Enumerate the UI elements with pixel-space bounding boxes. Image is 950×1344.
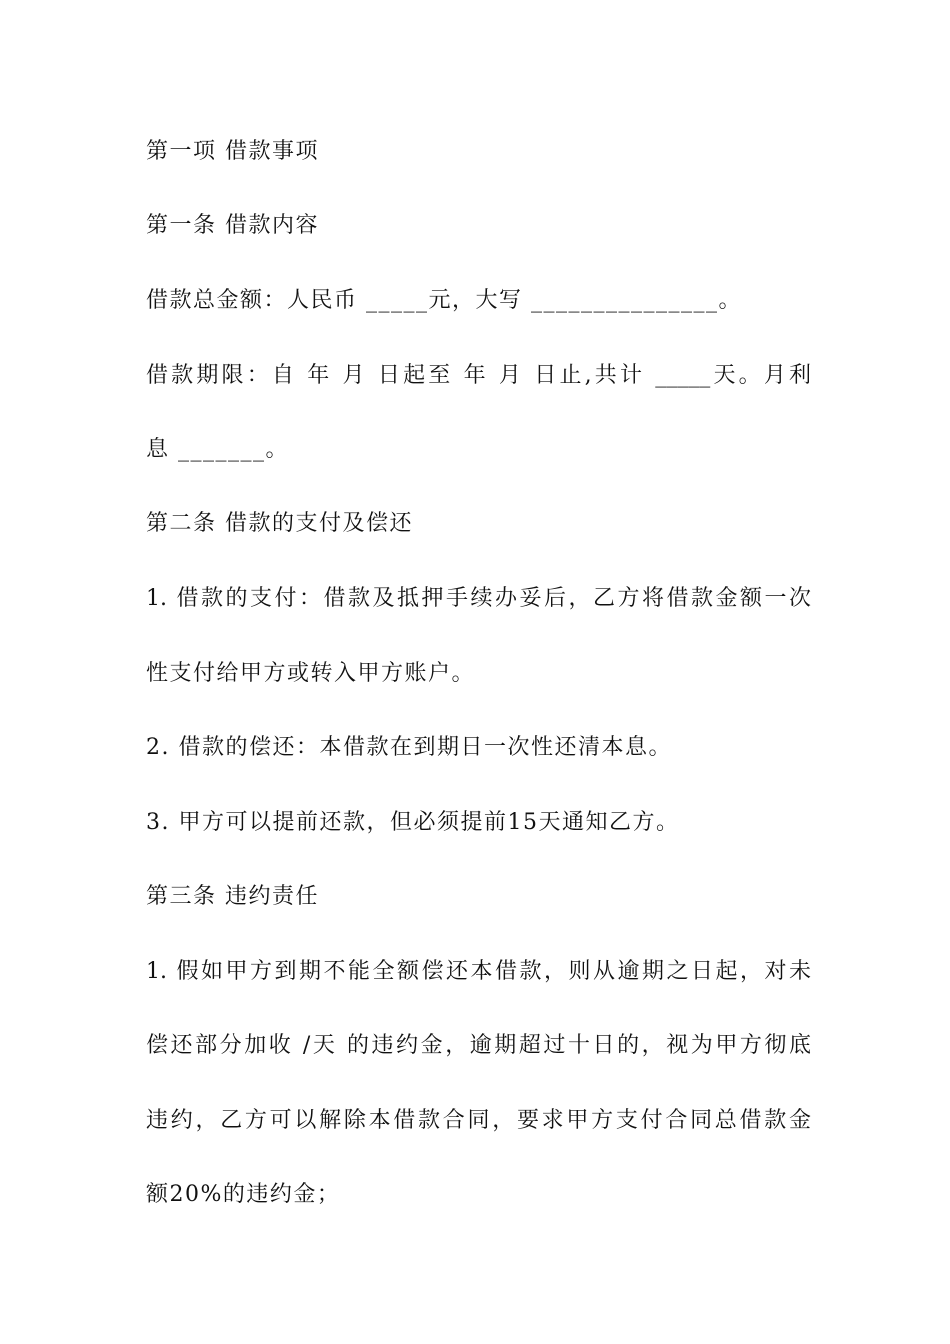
loan-term-line: 借款期限：自 年 月 日起至 年 月 日止,共计 _____天。月利 xyxy=(146,363,811,388)
repayment-clause: 2. 借款的偿还：本借款在到期日一次性还清本息。 xyxy=(146,735,672,760)
article-heading-3: 第三条 违约责任 xyxy=(146,884,319,909)
payment-clause-line-2: 性支付给甲方或转入甲方账户。 xyxy=(146,661,476,686)
breach-clause-line-3: 违约，乙方可以解除本借款合同，要求甲方支付合同总借款金 xyxy=(146,1108,811,1133)
section-heading-1: 第一项 借款事项 xyxy=(146,139,319,164)
loan-amount-line: 借款总金额：人民币 _____元，大写 _______________。 xyxy=(146,288,742,313)
early-repayment-clause: 3. 甲方可以提前还款，但必须提前15天通知乙方。 xyxy=(146,810,680,835)
monthly-interest-line: 息 _______。 xyxy=(146,437,289,462)
article-heading-1: 第一条 借款内容 xyxy=(146,213,319,238)
breach-clause-line-4: 额20%的违约金； xyxy=(146,1182,341,1207)
payment-clause-line-1: 1. 借款的支付：借款及抵押手续办妥后，乙方将借款金额一次 xyxy=(146,586,811,611)
article-heading-2: 第二条 借款的支付及偿还 xyxy=(146,511,413,536)
breach-clause-line-2: 偿还部分加收 /天 的违约金，逾期超过十日的，视为甲方彻底 xyxy=(146,1033,811,1058)
breach-clause-line-1: 1. 假如甲方到期不能全额偿还本借款，则从逾期之日起，对未 xyxy=(146,959,811,984)
